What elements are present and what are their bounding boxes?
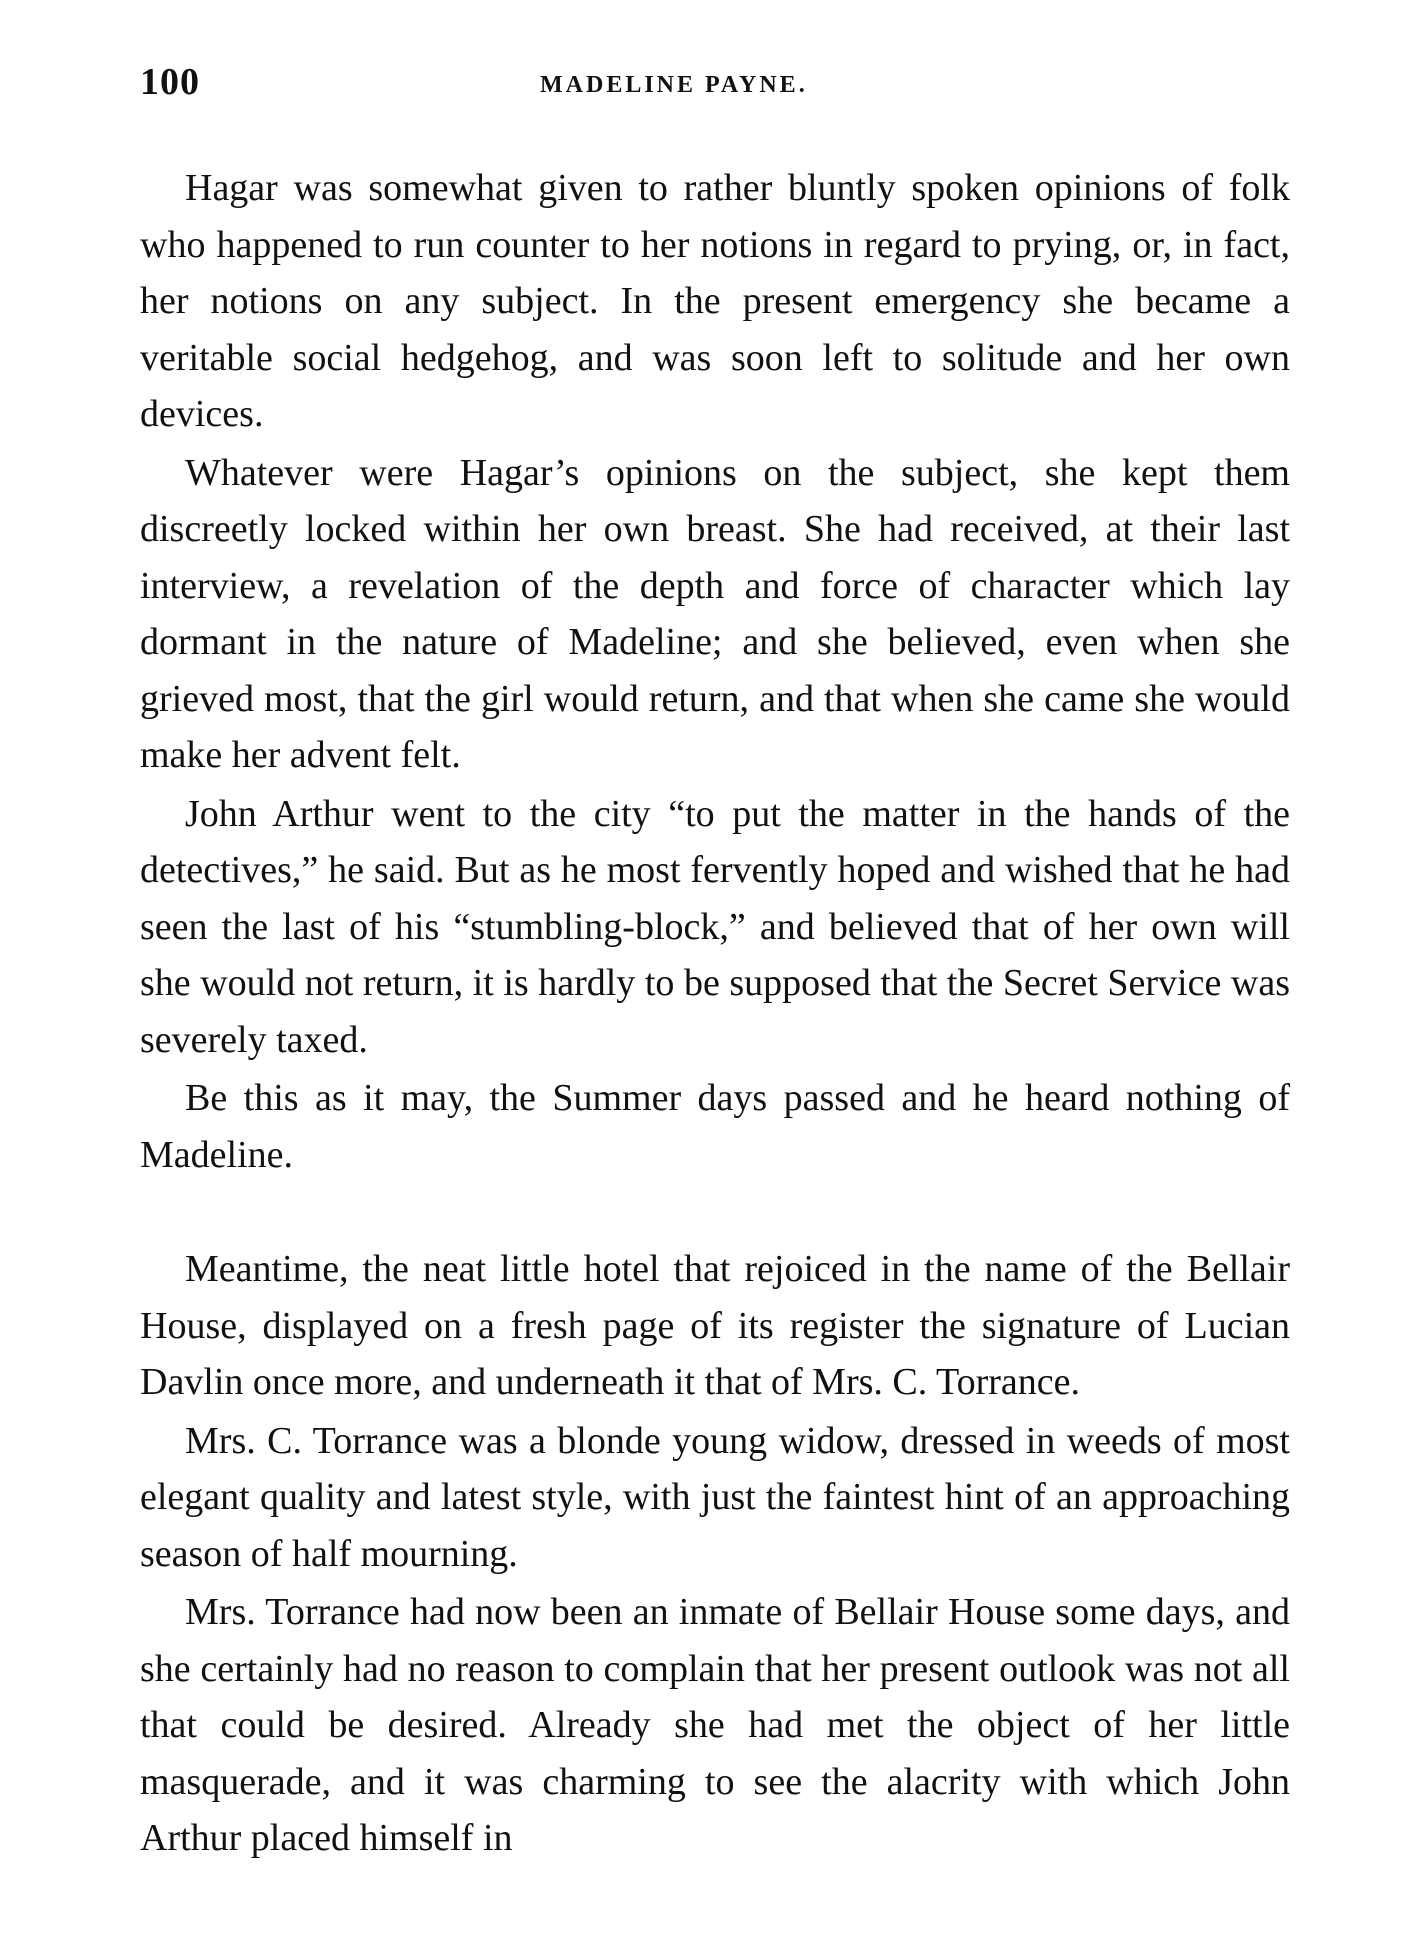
paragraph-3: John Arthur went to the city “to put the matter in the hands of the detectives,” he said. But as he most fervently hoped and wished that he had seen the last of his “stumbling-block,” and believed that of her own will she would not return, it is hardly to be supposed that the Secret Service was severely taxed. (140, 792, 1290, 1061)
running-head: MADELINE PAYNE. (540, 72, 808, 98)
paragraph-5: Meantime, the neat little hotel that rejoiced in the name of the Bellair House, displayed on a fresh page of its register the signature of Lucian Davlin once more, and underneath it that of Mrs. C. Torrance. (140, 1248, 1290, 1403)
paragraph-2: Whatever were Hagar’s opinions on the subject, she kept them discreetly locked within her own breast. She had received, at their last interview, a revelation of the depth and force of character which lay dormant in the nature of Madeline; and she believed, even when she grieved most, that the girl would return, and that when she came she would make her advent felt. (140, 451, 1290, 776)
section-break (140, 1185, 1290, 1241)
page-number: 100 (140, 61, 200, 103)
body-text (140, 160, 1290, 1869)
paragraph-7: Mrs. Torrance had now been an inmate of Bellair House some days, and she certainly had no reason to complain that her present outlook was not all that could be desired. Already she had met the object of her little masquerade, and it was charming to see the alacrity with which John Arthur placed himself in (140, 1591, 1290, 1859)
paragraph-6: Mrs. C. Torrance was a blonde young widow, dressed in weeds of most elegant quality and latest style, with just the faintest hint of an approaching season of half mourning. (140, 1419, 1290, 1575)
paragraph-1: Hagar was somewhat given to rather bluntly spoken opinions of folk who happened to run counter to her notions in regard to prying, or, in fact, her notions on any subject. In the present emergency she became a veritable social hedgehog, and was soon left to solitude and her own devices. (140, 167, 1290, 435)
page-header (140, 60, 1290, 120)
paragraph-4: Be this as it may, the Summer days passed and he heard nothing of Madeline. (140, 1077, 1290, 1176)
